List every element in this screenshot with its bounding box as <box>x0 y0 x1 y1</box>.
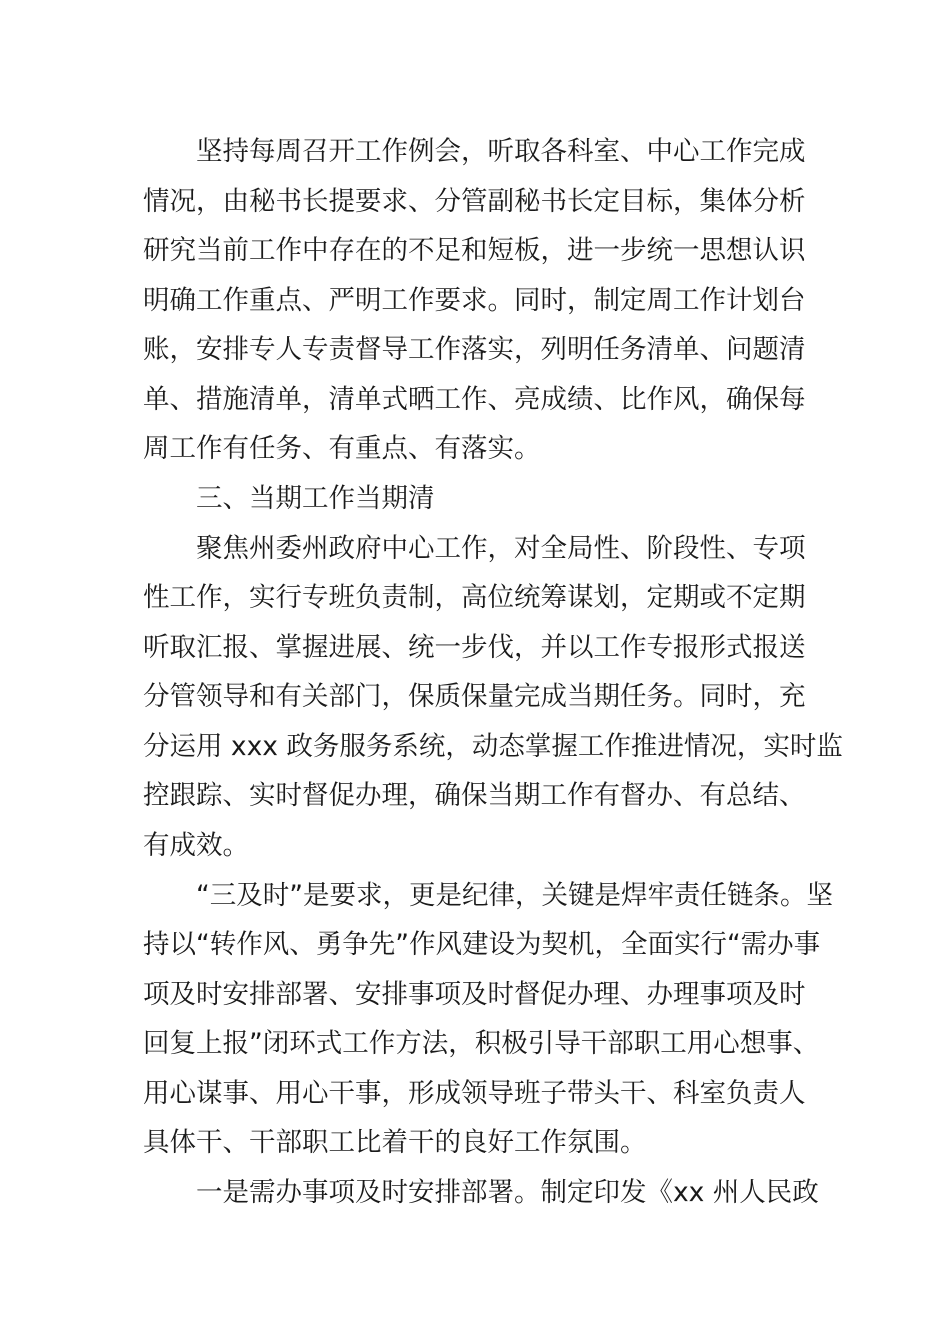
paragraph-2-line-7: 有成效。 <box>143 830 249 861</box>
paragraph-1-line-3: 研究当前工作中存在的不足和短板，进一步统一思想认识 <box>143 235 806 266</box>
paragraph-3-line-3: 项及时安排部署、安排事项及时督促办理、办理事项及时 <box>143 979 806 1010</box>
paragraph-2-line-2: 性工作，实行专班负责制，高位统筹谋划，定期或不定期 <box>143 582 806 613</box>
paragraph-1-line-2: 情况，由秘书长提要求、分管副秘书长定目标，集体分析 <box>143 186 806 217</box>
paragraph-1-line-1: 坚持每周召开工作例会，听取各科室、中心工作完成 <box>196 136 806 167</box>
paragraph-3-line-5: 用心谋事、用心干事，形成领导班子带头干、科室负责人 <box>143 1078 806 1109</box>
paragraph-2-line-3: 听取汇报、掌握进展、统一步伐，并以工作专报形式报送 <box>143 632 806 663</box>
section-heading: 三、当期工作当期清 <box>196 483 435 514</box>
paragraph-2-line-4: 分管领导和有关部门，保质保量完成当期任务。同时，充 <box>143 681 806 712</box>
paragraph-3-line-4: 回复上报”闭环式工作方法，积极引导干部职工用心想事、 <box>143 1028 820 1059</box>
paragraph-1-line-5: 账，安排专人专责督导工作落实，列明任务清单、问题清 <box>143 334 806 365</box>
paragraph-1-line-7: 周工作有任务、有重点、有落实。 <box>143 433 541 464</box>
paragraph-1-line-6: 单、措施清单，清单式晒工作、亮成绩、比作风，确保每 <box>143 384 806 415</box>
paragraph-3-line-1: “三及时”是要求，更是纪律，关键是焊牢责任链条。坚 <box>196 880 833 911</box>
paragraph-2-line-6: 控跟踪、实时督促办理，确保当期工作有督办、有总结、 <box>143 780 806 811</box>
paragraph-2-line-5: 分运用 xxx 政务服务系统，动态掌握工作推进情况，实时监 <box>143 731 843 762</box>
paragraph-4-line-1: 一是需办事项及时安排部署。制定印发《xx 州人民政 <box>196 1177 819 1208</box>
paragraph-2-line-1: 聚焦州委州政府中心工作，对全局性、阶段性、专项 <box>196 533 806 564</box>
paragraph-3-line-6: 具体干、干部职工比着干的良好工作氛围。 <box>143 1127 647 1158</box>
paragraph-3-line-2: 持以“转作风、勇争先”作风建设为契机，全面实行“需办事 <box>143 929 821 960</box>
paragraph-1-line-4: 明确工作重点、严明工作要求。同时，制定周工作计划台 <box>143 285 806 316</box>
